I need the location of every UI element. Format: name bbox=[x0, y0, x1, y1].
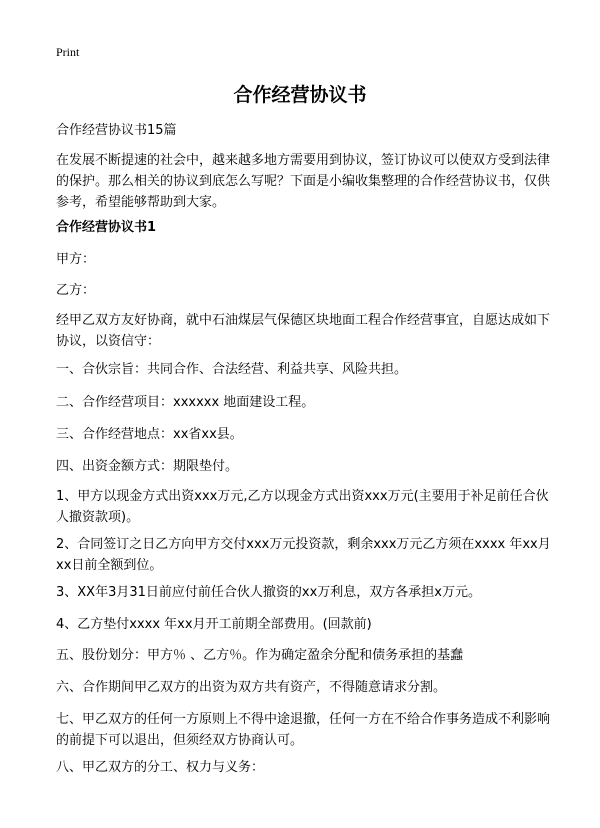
clause-item: 五、股份划分：甲方％ 、乙方％。作为确定盈余分配和债务承担的基蠢 bbox=[56, 648, 464, 663]
clause-item: 一、合伙宗旨：共同合作、合法经营、利益共享、风险共担。 bbox=[56, 362, 408, 377]
clause-item: 1、甲方以现金方式出资xxx万元,乙方以现金方式出资xxx万元(主要用于补足前任合伙人撤资款项)。 bbox=[56, 489, 549, 525]
preamble-paragraph: 经甲乙双方友好协商，就中石油煤层气保德区块地面工程合作经营事宜，自愿达成如下协议，以资信守： bbox=[56, 313, 551, 349]
clause-item: 六、合作期间甲乙双方的出资为双方共有资产，不得随意请求分割。 bbox=[56, 680, 447, 695]
clause-item: 二、合作经营项目：xxxxxx 地面建设工程。 bbox=[56, 395, 315, 410]
clause-item: 七、甲乙双方的任何一方原则上不得中途退撤，任何一方在不给合作事务造成不利影响的前提下可以退出，但须经双方协商认可。 bbox=[56, 712, 551, 748]
clause-item: 2、合同签订之日乙方向甲方交付xxx万元投资款，剩余xxx万元乙方须在xxxx 年xx月xx日前全额到位。 bbox=[56, 537, 551, 573]
clause-item: 3、XX年3月31日前应付前任合伙人撤资的xx万利息，双方各承担x万元。 bbox=[56, 585, 481, 600]
party-b-line: 乙方： bbox=[56, 283, 96, 298]
clause-item: 三、合作经营地点：xx省xx县。 bbox=[56, 427, 243, 442]
party-a-line: 甲方： bbox=[56, 252, 96, 267]
print-link[interactable]: Print bbox=[56, 45, 80, 59]
clause-item: 八、甲乙双方的分工、权力与义务： bbox=[56, 760, 265, 775]
clause-item: 4、乙方垫付xxxx 年xx月开工前期全部费用。(回款前) bbox=[56, 617, 372, 632]
intro-paragraph: 在发展不断提速的社会中，越来越多地方需要用到协议，签订协议可以使双方受到法律的保护。那么相关的协议到底怎么写呢？下面是小编收集整理的合作经营协议书，仅供参考，希望能够帮助到大家。 bbox=[56, 153, 551, 210]
section-heading: 合作经营协议书1 bbox=[56, 220, 157, 235]
page-title: 合作经营协议书 bbox=[233, 84, 367, 106]
clause-item: 四、出资金额方式：期限垫付。 bbox=[56, 459, 239, 474]
document-subtitle: 合作经营协议书15篇 bbox=[56, 123, 177, 138]
